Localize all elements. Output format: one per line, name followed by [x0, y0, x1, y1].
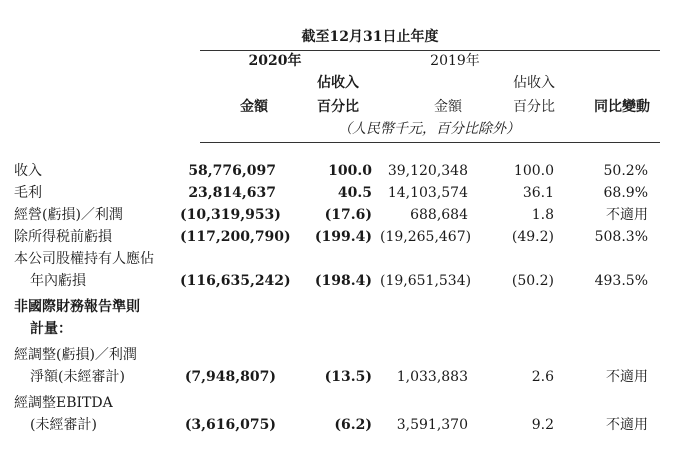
cell-adjusted-net-2019: 1,033,883	[396, 369, 468, 385]
row-label-attributable-loss: 本公司股權持有人應佔	[14, 251, 154, 267]
cell-loss-before-tax-yoy: 508.3%	[594, 229, 648, 245]
row-label-loss-before-tax: 除所得税前虧損	[14, 229, 112, 245]
row-label-adjusted-net: 經調整(虧損)／利潤	[14, 347, 137, 363]
header-rule	[200, 142, 660, 143]
non-ifrs-heading: 非國際財務報告準則	[14, 299, 140, 315]
cell-adjusted-ebitda-yoy: 不適用	[606, 417, 648, 433]
cell-attributable-loss-pct-2019: (50.2)	[511, 273, 554, 289]
yoy-heading: 同比變動	[594, 99, 650, 115]
cell-loss-before-tax-2020: (117,200,790)	[180, 229, 291, 245]
period-rule	[200, 50, 660, 51]
cell-gross-profit-2020: 23,814,637	[188, 185, 276, 201]
cell-adjusted-net-2020: (7,948,807)	[184, 369, 276, 385]
cell-operating-2020: (10,319,953)	[180, 207, 281, 223]
cell-gross-profit-pct-2019: 36.1	[522, 185, 554, 201]
cell-operating-pct-2019: 1.8	[531, 207, 554, 223]
cell-loss-before-tax-2019: (19,265,467)	[380, 229, 472, 245]
cell-gross-profit-pct-2020: 40.5	[337, 185, 372, 201]
year-2019-heading: 2019年	[430, 53, 480, 69]
pct-2019-heading-line2: 百分比	[513, 99, 555, 115]
row-label-adjusted-net-line2: 淨額(未經審計)	[30, 369, 125, 385]
row-label-operating: 經營(虧損)／利潤	[14, 207, 123, 223]
cell-gross-profit-2019: 14,103,574	[387, 185, 468, 201]
cell-gross-profit-yoy: 68.9%	[603, 185, 648, 201]
cell-adjusted-net-pct-2020: (13.5)	[324, 369, 372, 385]
row-label-attributable-loss-line2: 年內虧損	[30, 273, 86, 289]
cell-adjusted-ebitda-pct-2020: (6.2)	[334, 417, 372, 433]
row-label-revenue: 收入	[14, 163, 42, 179]
cell-revenue-pct-2020: 100.0	[328, 163, 372, 179]
cell-attributable-loss-2020: (116,635,242)	[180, 273, 291, 289]
row-label-gross-profit: 毛利	[14, 185, 42, 201]
period-heading: 截至12月31日止年度	[301, 29, 439, 45]
cell-loss-before-tax-pct-2019: (49.2)	[511, 229, 554, 245]
cell-revenue-2020: 58,776,097	[188, 163, 276, 179]
cell-attributable-loss-pct-2020: (198.4)	[314, 273, 372, 289]
cell-adjusted-net-pct-2019: 2.6	[531, 369, 554, 385]
cell-adjusted-ebitda-pct-2019: 9.2	[531, 417, 554, 433]
cell-adjusted-net-yoy: 不適用	[606, 369, 648, 385]
year-2020-heading: 2020年	[248, 53, 302, 69]
non-ifrs-heading-line2: 計量：	[30, 321, 72, 337]
cell-operating-pct-2020: (17.6)	[324, 207, 372, 223]
pct-2020-heading-line1: 佔收入	[317, 75, 359, 91]
row-label-adjusted-ebitda: 經調整EBITDA	[14, 395, 113, 411]
cell-adjusted-ebitda-2020: (3,616,075)	[184, 417, 276, 433]
cell-revenue-yoy: 50.2%	[603, 163, 648, 179]
cell-revenue-pct-2019: 100.0	[513, 163, 554, 179]
cell-operating-2019: 688,684	[410, 207, 468, 223]
pct-2019-heading-line1: 佔收入	[513, 75, 555, 91]
cell-adjusted-ebitda-2019: 3,591,370	[396, 417, 468, 433]
amount-2020-heading: 金額	[240, 99, 268, 115]
cell-operating-yoy: 不適用	[606, 207, 648, 223]
row-label-adjusted-ebitda-line2: (未經審計)	[30, 417, 97, 433]
cell-attributable-loss-2019: (19,651,534)	[380, 273, 472, 289]
cell-revenue-2019: 39,120,348	[387, 163, 468, 179]
pct-2020-heading-line2: 百分比	[317, 99, 359, 115]
unit-note: （人民幣千元，百分比除外）	[338, 121, 520, 137]
cell-attributable-loss-yoy: 493.5%	[594, 273, 648, 289]
cell-loss-before-tax-pct-2020: (199.4)	[314, 229, 372, 245]
amount-2019-heading: 金額	[434, 99, 462, 115]
